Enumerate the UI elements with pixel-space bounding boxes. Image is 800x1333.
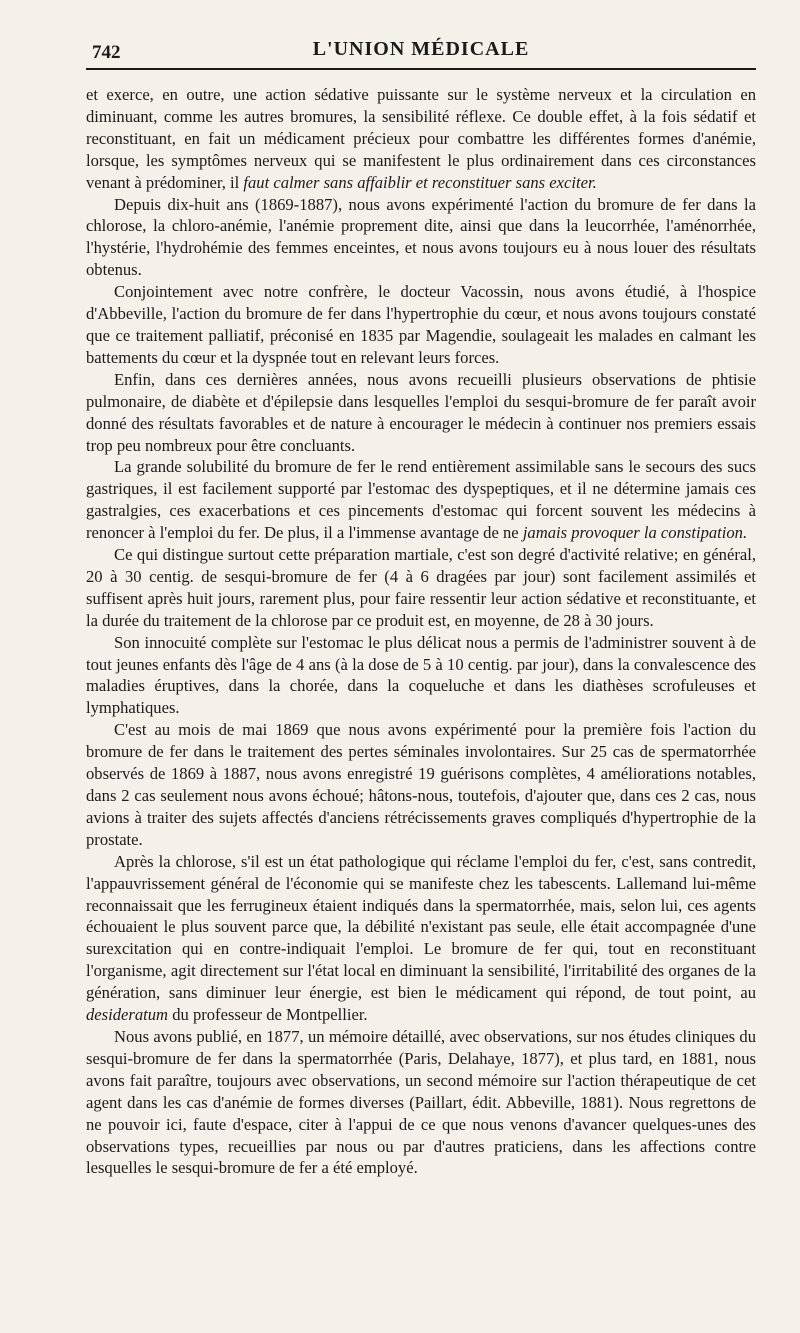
header-rule <box>86 68 756 70</box>
page-header <box>86 28 756 62</box>
paragraph <box>86 1026 756 1179</box>
paragraph-text: Enfin, dans ces dernières années, nous avons recueilli plusieurs observations de phtisie pulmonaire, de diabète et d'épilepsie dans lesquelles l'emploi du sesqui-bromure de fer paraît avoir donné des résultats favorables et de nature à encourager le médecin à continuer nos premiers essais trop peu nombreux pour être concluants. <box>86 369 756 455</box>
paragraph <box>86 632 756 720</box>
paragraph <box>86 281 756 369</box>
paragraph-text: Conjointement avec notre confrère, le docteur Vacossin, nous avons étudié, à l'hospice d'Abbeville, l'action du bromure de fer dans l'hypertrophie du cœur, et nous avons toujours constaté que ce traitement palliatif, préconisé en 1835 par Magendie, soulageait les malades en calmant les battements du cœur et la dyspnée tout en relevant leurs forces. <box>86 282 756 367</box>
paragraph-text: La grande solubilité du bromure de fer le rend entièrement assimilable sans le secours des sucs gastriques, il est facilement supporté par l'estomac des dyspeptiques, et il ne détermine jamais ces gastralgies, ces exacerbations et ces pincements d'estomac qui forcent souvent les médecins à renoncer à l'emploi du fer. De plus, il a l'immense avantage de ne <box>86 457 756 543</box>
paragraph <box>86 369 756 457</box>
paragraph-text: Depuis dix-huit ans (1869-1887), nous avons expérimenté l'action du bromure de fer dans la chlorose, la chloro-anémie, l'anémie proprement dite, ainsi que dans la leucorrhée, l'aménorrhée, l'hystérie, l'hydrohémie des femmes enceintes, et nous avons toujours eu à nous louer des résultats obtenus. <box>86 194 756 280</box>
paragraph <box>86 456 756 544</box>
paragraph-text: Nous avons publié, en 1877, un mémoire détaillé, avec observations, sur nos études cliniques du sesqui-bromure de fer dans la spermatorrhée (Paris, Delahaye, 1877), et plus tard, en 1881, nous avons fait paraître, toujours avec observations, un second mémoire sur l'action thérapeutique de cet agent dans les cas d'anémie de formes diverses (Paillart, édit. Abbeville, 1881). Nous regrettons de ne pouvoir ici, faute d'espace, citer à l'appui de ce que nous venons d'avancer quelques-unes des observations types, recueillies par nous ou par d'autres praticiens, dans les affections contre lesquelles le sesqui-bromure de fer a été employé. <box>86 1026 756 1178</box>
paragraph <box>86 719 756 850</box>
paragraph-text: du professeur de Montpellier. <box>168 1005 368 1025</box>
paragraph <box>86 851 756 1026</box>
paragraph-emphasis: faut calmer sans affaiblir et reconstituer sans exciter. <box>243 172 597 192</box>
paragraph-text: Son innocuité complète sur l'estomac le plus délicat nous a permis de l'administrer souvent à de tout jeunes enfants dès l'âge de 4 ans (à la dose de 5 à 10 centig. par jour), dans la convalescence des maladies éruptives, dans la chorée, dans la coqueluche et dans les diathèses scrofuleuses et lymphatiques. <box>86 632 756 718</box>
paragraph <box>86 544 756 632</box>
paragraph-emphasis: jamais provoquer la constipation. <box>522 523 748 543</box>
paragraph <box>86 84 756 194</box>
paragraph <box>86 194 756 282</box>
paragraph-text: Ce qui distingue surtout cette préparation martiale, c'est son degré d'activité relative; en général, 20 à 30 centig. de sesqui-bromure de fer (4 à 6 dragées par jour) sont facilement assimilés et suffisent après huit jours, rarement plus, pour faire ressentir leur action sédative et reconstituante, et la durée du traitement de la chlorose par ce produit est, en moyenne, de 28 à 30 jours. <box>86 545 756 630</box>
paragraph-text: Après la chlorose, s'il est un état pathologique qui réclame l'emploi du fer, c'est, sans contredit, l'appauvrissement général de l'économie qui se manifeste chez les tabescents. Lallemand lui-même reconnaissait que les ferrugineux étaient indiqués dans la spermatorrhée, mais, selon lui, ces agents échouaient le plus souvent parce que, la débilité n'existant pas seule, elle était accompagnée d'une surexcitation qui en contre-indiquait l'emploi. Le bromure de fer qui, tout en reconstituant l'organisme, agit directement sur l'état local en diminuant la sensibilité, l'irritabilité des organes de la génération, sans diminuer leur énergie, est bien le médicament qui répond, de tout point, au <box>86 851 756 1003</box>
journal-title: L'UNION MÉDICALE <box>312 38 530 60</box>
paragraph-text: et exerce, en outre, une action sédative puissante sur le système nerveux et la circulation en diminuant, comme les autres bromures, la sensibilité réflexe. Ce double effet, à la fois sédatif et reconstituant, en fait un médicament précieux pour combattre les différentes formes d'anémie, lorsque, les symptômes nerveux qui se manifestent le plus ordinairement dans ces circonstances venant à prédominer, il <box>86 85 756 192</box>
paragraph-text: C'est au mois de mai 1869 que nous avons expérimenté pour la première fois l'action du bromure de fer dans le traitement des pertes séminales involontaires. Sur 25 cas de spermatorrhée observés de 1869 à 1887, nous avons enregistré 19 guérisons complètes, 4 améliorations notables, dans 2 cas seulement nous avons échoué; hâtons-nous, toutefois, d'ajouter que, dans ces 2 cas, nous avions à traiter des sujets affectés d'anciens rétrécissements graves compliqués d'hypertrophie de la prostate. <box>86 720 756 849</box>
page-number: 742 <box>92 42 121 63</box>
paragraph-emphasis: desideratum <box>86 1005 169 1025</box>
article-body <box>86 84 756 1179</box>
